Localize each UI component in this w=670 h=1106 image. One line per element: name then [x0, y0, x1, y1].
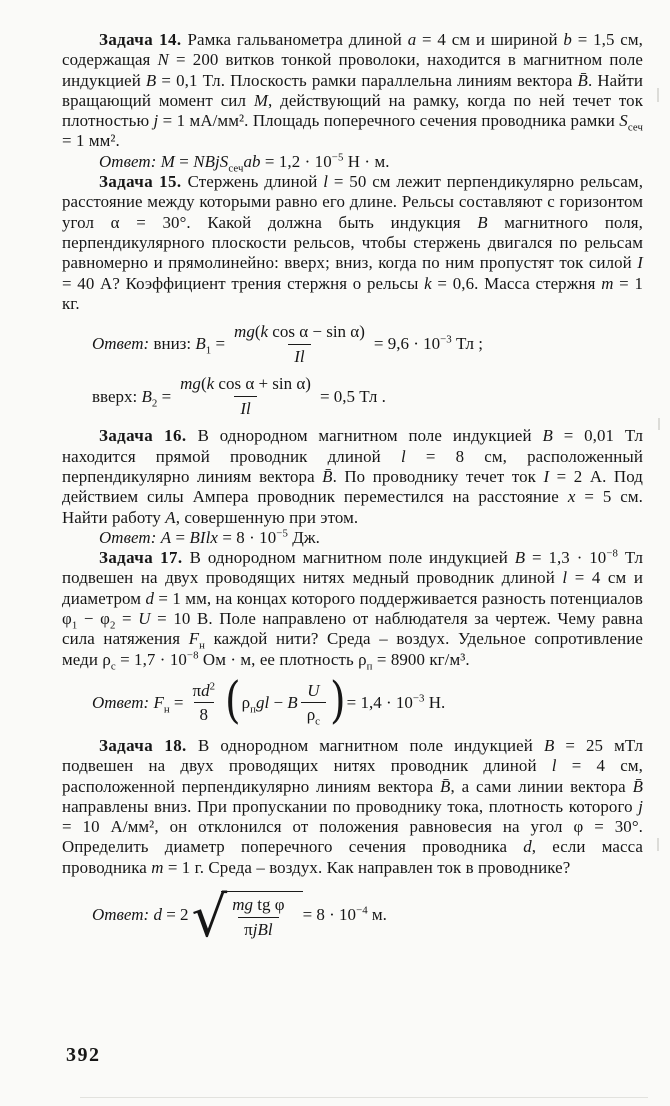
- formula-result: = $8 \cdot 10^{-4}$ м.: [302, 904, 387, 925]
- scan-edge-tick: [657, 88, 659, 102]
- page-number: 392: [66, 1044, 101, 1066]
- problem-17-statement: Задача 17. В однородном магнитном поле индукцией $B = 1,3 \cdot 10^{-8}$ Тл подвешен на двух проводящих нитях медный проводник длиной l = 4 см и диаметром d = 1 мм, на концах которого поддерживается разность потенциалов $\varphi_1 - \varphi_2 = U = 10$ В. Поле направлено от наблюдателя за чертеж. Чему равна сила натяжения $F_н$ каждой нити? Среда – воздух. Удельное сопротивление меди $\rho_с = 1,7 \cdot 10^{-8}$ Ом · м, ее плотность $\rho_п = 8900$ кг/м³.: [62, 547, 643, 672]
- problem-18-answer: [92, 885, 643, 951]
- problem-15-answer-up: [92, 374, 643, 418]
- formula-inner-terms: $\rho_пgl - B$: [241, 693, 298, 716]
- formula-lhs: Ответ: $F_н$ =: [92, 693, 184, 716]
- problem-14-answer: Ответ: M = NBjS$_{сеч}$ab = $1,2 \cdot 10^{-5}$ Н · м.: [99, 151, 390, 175]
- formula-lhs: Ответ: вниз: $B_1$ =: [92, 334, 226, 357]
- formula-result: = $1,4 \cdot 10^{-3}$ Н.: [346, 692, 446, 713]
- fraction: [187, 681, 222, 725]
- page-content: [62, 30, 643, 952]
- fraction-denominator: Il: [234, 396, 256, 419]
- scan-edge-tick: [658, 418, 660, 430]
- fraction-numerator: mg(k cos α + sin α): [180, 374, 311, 394]
- fraction: [226, 895, 290, 939]
- problem-16-answer: Ответ: A = BIlx = $8 \cdot 10^{-5}$ Дж.: [99, 527, 321, 547]
- page-bottom-edge-line: [80, 1097, 648, 1098]
- problem-18-statement: Задача 18. В однородном магнитном поле индукцией B = 25 мТл подвешен на двух проводящих нитях проводник длиной l = 4 см, расположенной перпендикулярно линиям вектора B̄, а сами линии вектора B̄ направлены вниз. При пропускании по проводнику тока, плотность которого j = 10 А/мм², он отклонился от положения равновесия на угол φ = 30°. Определить диаметр поперечного сечения проводника d, если масса проводника m = 1 г. Среда – воздух. Как направлен ток в проводнике?: [62, 736, 644, 877]
- fraction-numerator: U: [307, 680, 320, 700]
- problem-16-statement: Задача 16. В однородном магнитном поле индукцией B = 0,01 Тл находится прямой проводник длиной l = 8 см, расположенный перпендикулярно линиям вектора B̄. По проводнику течет ток I = 2 А. Под действием силы Ампера проводник переместился на расстояние x = 5 см. Найти работу A, совершенную при этом.: [62, 426, 644, 527]
- fraction-denominator: πjBl: [238, 917, 278, 940]
- right-parenthesis: ): [330, 671, 346, 730]
- formula-lhs: вверх: $B_2$ =: [92, 386, 172, 409]
- square-root: √ $\frac{\text{mg tg φ}}{\text{πjBl}}$: [192, 891, 303, 939]
- problem-17-answer: [92, 671, 643, 730]
- fraction: [301, 680, 326, 728]
- fraction: [228, 322, 371, 366]
- left-parenthesis: (: [225, 671, 241, 730]
- fraction-denominator: Il: [288, 344, 310, 367]
- formula-result: = 0,5 Тл .: [319, 386, 386, 406]
- fraction-denominator: $\rho_с$: [301, 702, 326, 725]
- problem-15-answer-down: [92, 322, 643, 366]
- fraction-numerator: mg(k cos α − sin α): [234, 322, 365, 342]
- fraction-denominator: 8: [194, 702, 215, 725]
- fraction: [174, 374, 317, 418]
- formula-lhs: Ответ: d = 2: [92, 905, 189, 925]
- scan-edge-tick: [657, 838, 659, 851]
- fraction-numerator: mg tg φ: [232, 895, 285, 915]
- formula-result: = $9,6 \cdot 10^{-3}$ Тл ;: [373, 333, 483, 354]
- problem-15-statement: Задача 15. Стержень длиной l = 50 см лежит перпендикулярно рельсам, расстояние между которыми равно его длине. Рельсы составляют с горизонтом угол α = 30°. Какой должна быть индукция B магнитного поля, перпендикулярного плоскости рельсов, чтобы стержень двигался по рельсам равномерно и прямолинейно: вверх; вниз, когда по ним пропустят ток силой I = 40 А? Коэффициент трения стержня о рельсы k = 0,6. Масса стержня m = 1 кг.: [62, 172, 644, 313]
- fraction-numerator: $\pi d^2$: [192, 680, 216, 700]
- radicand: [221, 891, 302, 939]
- problem-14-statement: Задача 14. Рамка гальванометра длиной a = 4 см и шириной b = 1,5 см, содержащая N = 200 витков тонкой проволоки, находится в магнитном поле индукцией B = 0,1 Тл. Плоскость рамки параллельна линиям вектора B̄. Найти вращающий момент сил M, действующий на рамку, когда по ней течет ток плотностью j = 1 мА/мм². Площадь поперечного сечения проводника рамки $S_{сеч} = 1$ мм².: [62, 30, 644, 151]
